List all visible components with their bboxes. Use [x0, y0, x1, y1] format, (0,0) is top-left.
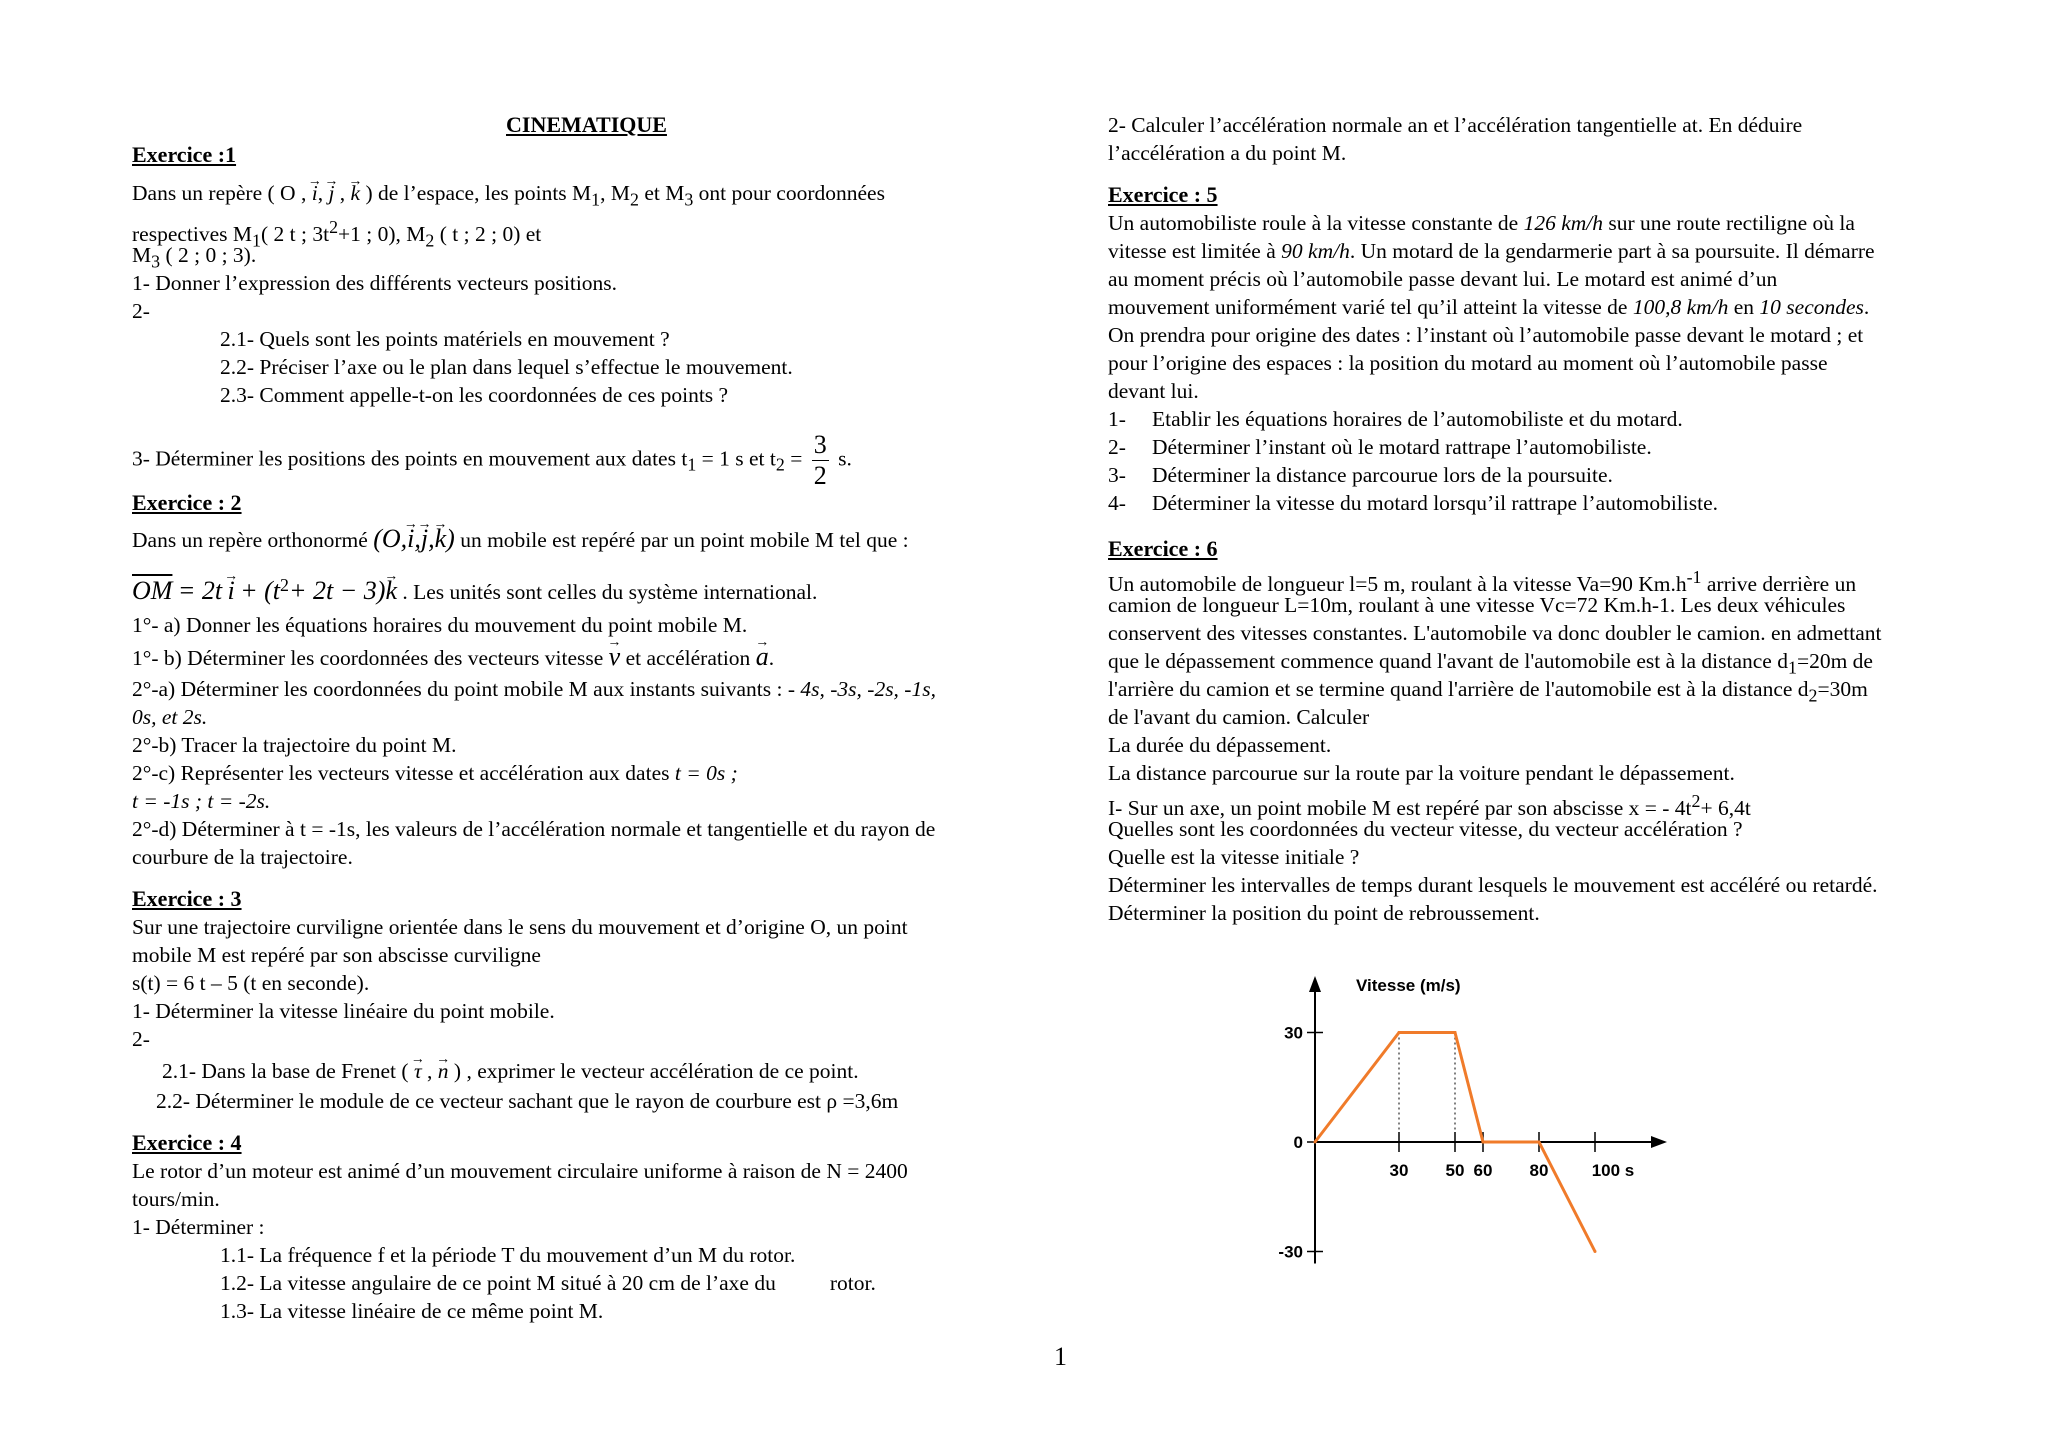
y-tick-label: 0: [1293, 1133, 1303, 1152]
x-tick-label: 60: [1473, 1161, 1493, 1180]
ex6-line-4: que le dépassement commence quand l'avant de l'automobile est à la distance $d_1=20m$ de: [1108, 649, 1873, 678]
x-tick-label: 30: [1389, 1161, 1409, 1180]
page-title: CINEMATIQUE: [506, 112, 667, 137]
ex6-line-2: camion de longueur L=10m, roulant à une vitesse Vc=72 Km.h-1. Les deux véhicules: [1108, 593, 1846, 617]
ex6-line-5: l'arrière du camion et se termine quand l'arrière de l'automobile est à la distance $d_2=30m$: [1108, 677, 1868, 706]
velocity-time-chart: [1260, 960, 1780, 1280]
ex2-equation: $\overline{OM} = 2t \to i + (t^2+ 2t - 3)\to k$ . Les unités sont celles du système international.: [132, 572, 817, 605]
y-tick-label: -30: [1278, 1242, 1303, 1262]
page-number: 1: [1054, 1342, 1067, 1371]
exercise-5-heading: Exercice : 5: [1108, 182, 1218, 207]
ex6-line-13: Déterminer la position du point de rebroussement.: [1108, 901, 1540, 925]
ex5-item-1: 1- Etablir les équations horaires de l’automobiliste et du motard.: [1108, 407, 1683, 431]
ex3-line-3: s(t) = 6 t – 5 (t en seconde).: [132, 971, 370, 995]
ex2-q1b: 1°- b) Déterminer les coordonnées des vecteurs vitesse → v et accélération → a.: [132, 644, 774, 671]
ex1-q2-3: 2.3- Comment appelle-t-on les coordonnées de ces points ?: [220, 383, 729, 407]
ex1-q2-2: 2.2- Préciser l’axe ou le plan dans lequel s’effectue le mouvement.: [220, 355, 793, 379]
velocity-point: [1454, 1031, 1457, 1034]
fraction-3-2: $\frac{3}{2}$: [813, 430, 827, 490]
ex3-line-1: Sur une trajectoire curviligne orientée dans le sens du mouvement et d’origine O, un point: [132, 915, 908, 939]
ex2-q2a-cont: 0s, et 2s.: [132, 705, 208, 729]
ex4-line-1: Le rotor d’un moteur est animé d’un mouvement circulaire uniforme à raison de N = 2400: [132, 1159, 908, 1183]
ex1-q3: 3- Déterminer les positions des points en mouvement aux dates $t_1 = 1$ s et $t_2$ = $\frac{3}{2}$ s.: [132, 430, 852, 490]
velocity-point: [1482, 1141, 1485, 1144]
ex3-line-2: mobile M est repéré par son abscisse curviligne: [132, 943, 541, 967]
ex3-q1: 1- Déterminer la vitesse linéaire du point mobile.: [132, 999, 555, 1023]
ex2-q2a: 2°-a) Déterminer les coordonnées du point mobile M aux instants suivants : - 4s, -3s, -2s, -1s,: [132, 677, 936, 701]
ex5-line-7: devant lui.: [1108, 379, 1199, 403]
exercise-6-heading: Exercice : 6: [1108, 536, 1218, 561]
ex5-line-4: mouvement uniformément varié tel qu’il atteint la vitesse de 100,8 km/h en 10 secondes.: [1108, 295, 1870, 319]
ex6-line-3: conservent des vitesses constantes. L'automobile va donc doubler le camion. en admettant: [1108, 621, 1882, 645]
ex6-line-1: Un automobile de longueur l=5 m, roulant à la vitesse Va=90 $Km.h^{-1}$ arrive derrière un: [1108, 567, 1857, 597]
ex2-q2c: 2°-c) Représenter les vecteurs vitesse et accélération aux dates t = 0s ;: [132, 761, 738, 785]
x-tick-label: 50: [1445, 1161, 1465, 1180]
ex2-q1a: 1°- a) Donner les équations horaires du mouvement du point mobile M.: [132, 613, 748, 637]
exercise-2-heading: Exercice : 2: [132, 490, 242, 515]
ex4-q1-3: 1.3- La vitesse linéaire de ce même point M.: [220, 1299, 604, 1323]
y-tick-label: 30: [1284, 1023, 1303, 1043]
chart-y-axis-label: Vitesse (m/s): [1356, 976, 1461, 995]
ex4-line-2: tours/min.: [132, 1187, 220, 1211]
velocity-point: [1594, 1250, 1597, 1253]
ex2-q2d-cont: courbure de la trajectoire.: [132, 845, 353, 869]
chart-guide-lines: [1399, 1033, 1455, 1143]
ex6-line-6: de l'avant du camion. Calculer: [1108, 705, 1370, 729]
x-tick-label: 100 s: [1591, 1161, 1635, 1180]
ex1-line-1: Dans un repère ( O , → i, → j , → k ) de l’espace, les points $M_1$, $M_2$ et $M_3$ ont pour coordonnées: [132, 180, 885, 212]
ex4-q2: 2- Calculer l’accélération normale an et l’accélération tangentielle at. En déduire: [1108, 113, 1803, 137]
velocity-point: [1314, 1141, 1317, 1144]
velocity-point: [1398, 1031, 1401, 1034]
ex6-line-12: Déterminer les intervalles de temps durant lesquels le mouvement est accéléré ou retardé.: [1108, 873, 1878, 897]
ex6-line-7: La durée du dépassement.: [1108, 733, 1332, 757]
ex6-line-8: La distance parcourue sur la route par la voiture pendant le dépassement.: [1108, 761, 1735, 785]
exercise-3-heading: Exercice : 3: [132, 886, 242, 911]
ex1-line-2: respectives $M_1$( 2 t ; $3t^2+1$ ; 0), $M_2$ ( t ; 2 ; 0) et: [132, 217, 542, 251]
ex5-line-3: au moment précis où l’automobile passe devant lui. Le motard est animé d’un: [1108, 267, 1778, 291]
x-tick-label: 80: [1529, 1161, 1549, 1180]
exercise-1-heading: Exercice :1: [132, 142, 237, 167]
y-axis-arrow: [1309, 976, 1321, 992]
ex6-line-9: I- Sur un axe, un point mobile M est repéré par son abscisse x = - $4t^2+ 6,4t$: [1108, 791, 1751, 821]
ex5-line-5: On prendra pour origine des dates : l’instant où l’automobile passe devant le motard ; et: [1108, 323, 1864, 347]
velocity-point: [1538, 1141, 1541, 1144]
ex3-q2-2: 2.2- Déterminer le module de ce vecteur sachant que le rayon de courbure est ρ =3,6m: [156, 1089, 899, 1113]
ex4-q1-2: 1.2- La vitesse angulaire de ce point M situé à 20 cm de l’axe du rotor.: [220, 1271, 876, 1295]
chart-axes: [1309, 976, 1667, 1264]
exercise-4-heading: Exercice : 4: [132, 1130, 242, 1155]
ex5-item-2: 2- Déterminer l’instant où le motard rattrape l’automobiliste.: [1108, 435, 1652, 459]
ex5-item-4: 4- Déterminer la vitesse du motard lorsqu’il rattrape l’automobiliste.: [1108, 491, 1719, 515]
ex1-q2-1: 2.1- Quels sont les points matériels en mouvement ?: [220, 327, 670, 351]
ex3-q2: 2-: [132, 1027, 150, 1051]
x-axis-arrow: [1651, 1136, 1667, 1148]
ex5-item-3: 3- Déterminer la distance parcourue lors de la poursuite.: [1108, 463, 1613, 487]
ex1-q2: 2-: [132, 299, 150, 323]
ex6-line-10: Quelles sont les coordonnées du vecteur vitesse, du vecteur accélération ?: [1108, 817, 1743, 841]
ex4-q1-1: 1.1- La fréquence f et la période T du mouvement d’un M du rotor.: [220, 1243, 796, 1267]
ex2-q2c-cont: t = -1s ; t = -2s.: [132, 789, 271, 813]
ex1-q1: 1- Donner l’expression des différents vecteurs positions.: [132, 271, 618, 295]
ex4-q2-cont: l’accélération a du point M.: [1108, 141, 1347, 165]
ex5-line-2: vitesse est limitée à 90 km/h. Un motard de la gendarmerie part à sa poursuite. Il démarre: [1108, 239, 1875, 263]
ex2-q2d: 2°-d) Déterminer à t = -1s, les valeurs de l’accélération normale et tangentielle et du rayon de: [132, 817, 936, 841]
ex2-q2b: 2°-b) Tracer la trajectoire du point M.: [132, 733, 457, 757]
ex5-line-6: pour l’origine des espaces : la position du motard au moment où l’automobile passe: [1108, 351, 1828, 375]
ex1-line-3: $M_3$ ( 2 ; 0 ; 3).: [132, 243, 257, 272]
ex4-q1: 1- Déterminer :: [132, 1215, 265, 1239]
ex5-line-1: Un automobiliste roule à la vitesse constante de 126 km/h sur une route rectiligne où la: [1108, 211, 1855, 235]
ex3-q2-1: 2.1- Dans la base de Frenet ( → τ , → n ) , exprimer le vecteur accélération de ce point.: [162, 1058, 859, 1084]
ex6-line-11: Quelle est la vitesse initiale ?: [1108, 845, 1360, 869]
ex2-line-1: Dans un repère orthonormé (O,→ i,→ j,→ k) un mobile est repéré par un point mobile M tel que :: [132, 526, 909, 553]
